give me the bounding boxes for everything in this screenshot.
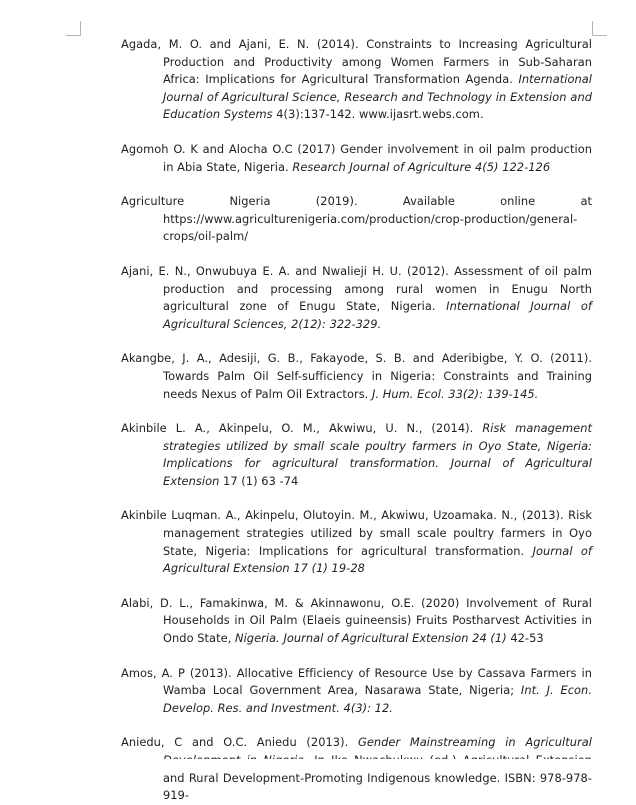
- reference-text: Amos, A. P (2013). Allocative Efficiency of Resource Use by Cassava Farmers in Wamba Local Government Area, Nasarawa State, Nigeria;: [121, 665, 592, 698]
- reference-text: Aniedu, C and O.C. Aniedu (2013).: [121, 735, 358, 750]
- margin-crop-mark-left: [66, 21, 81, 36]
- reference-text-tail: and Rural Development-Promoting Indigenous knowledge. ISBN: 978-978-919-: [163, 770, 592, 803]
- reference-source-italic: Research Journal of Agriculture 4(5) 122-126: [292, 159, 551, 174]
- reference-entry: [121, 665, 592, 718]
- reference-entry: [121, 734, 592, 804]
- reference-text: Akangbe, J. A., Adesiji, G. B., Fakayode, S. B. and Aderibigbe, Y. O. (2011). Towards Palm Oil Self-sufficiency in Nigeria: Constraints and Training needs Nexus of Palm Oil Extractors.: [121, 351, 592, 401]
- reference-source-italic: International Journal of Agricultural Science, Research and Technology in Extension and Education Systems: [163, 72, 592, 122]
- reference-source-italic: Gender Mainstreaming in Agricultural: [357, 735, 592, 750]
- reference-text: Ajani, E. N., Onwubuya E. A. and Nwalieji H. U. (2012). Assessment of oil palm production and processing among rural women in Enugu North agricultural zone of Enugu State, Nigeria.: [121, 263, 592, 314]
- reference-text: Agriculture Nigeria (2019). Available online at https://www.agriculturenigeria.com/production/crop-production/general-crops/oil-palm/: [121, 194, 592, 244]
- reference-source-italic: Nigeria. Journal of Agricultural Extension 24 (1): [235, 631, 507, 646]
- reference-text-tail: 17 (1) 63 -74: [219, 473, 299, 488]
- reference-list: [121, 36, 592, 805]
- reference-text-tail: 42-53: [506, 631, 544, 646]
- reference-text: Agomoh O. K and Alocha O.C (2017) Gender involvement in oil palm production in Abia State, Nigeria.: [121, 141, 592, 174]
- reference-entry: [121, 193, 592, 246]
- reference-entry: [121, 507, 592, 577]
- reference-entry: [121, 420, 592, 490]
- reference-source-italic: Int. J. Econ. Develop. Res. and Investment. 4(3): 12.: [163, 683, 592, 715]
- reference-text-tail: 4(3):137-142. www.ijasrt.webs.com.: [272, 107, 484, 122]
- reference-text: Akinbile Luqman. A., Akinpelu, Olutoyin. M., Akwiwu, Uzoamaka. N., (2013). Risk management strategies utilized by small scale poultry farmers in Oyo State, Nigeria: Implications for agricultural transformation.: [121, 508, 592, 558]
- reference-source-italic: Risk management strategies utilized by small scale poultry farmers in Oyo State, Nigeria: Implications for agricultural transformation. Journal of Agricultural Extension: [163, 421, 592, 488]
- page-crop-edge: [0, 759, 636, 769]
- reference-source-italic: International Journal of Agricultural Sciences, 2(12): 322-329.: [163, 299, 592, 331]
- reference-text: Agada, M. O. and Ajani, E. N. (2014). Constraints to Increasing Agricultural Production and Productivity among Women Farmers in Sub-Saharan Africa: Implications for Agricultural Transformation Agenda.: [121, 37, 592, 87]
- reference-entry: [121, 36, 592, 124]
- reference-entry: [121, 263, 592, 333]
- reference-entry: [121, 141, 592, 176]
- reference-source-italic: J. Hum. Ecol. 33(2): 139-145.: [372, 386, 539, 401]
- reference-text: Alabi, D. L., Famakinwa, M. & Akinnawonu, O.E. (2020) Involvement of Rural Households in Oil Palm (Elaeis guineensis) Fruits Postharvest Activities in Ondo State,: [121, 595, 592, 646]
- reference-entry: [121, 350, 592, 403]
- margin-crop-mark-right: [592, 21, 607, 36]
- reference-source-italic: Journal of Agricultural Extension 17 (1) 19-28: [163, 543, 592, 576]
- reference-entry: [121, 595, 592, 648]
- reference-text: Akinbile L. A., Akinpelu, O. M., Akwiwu, U. N., (2014).: [121, 421, 483, 436]
